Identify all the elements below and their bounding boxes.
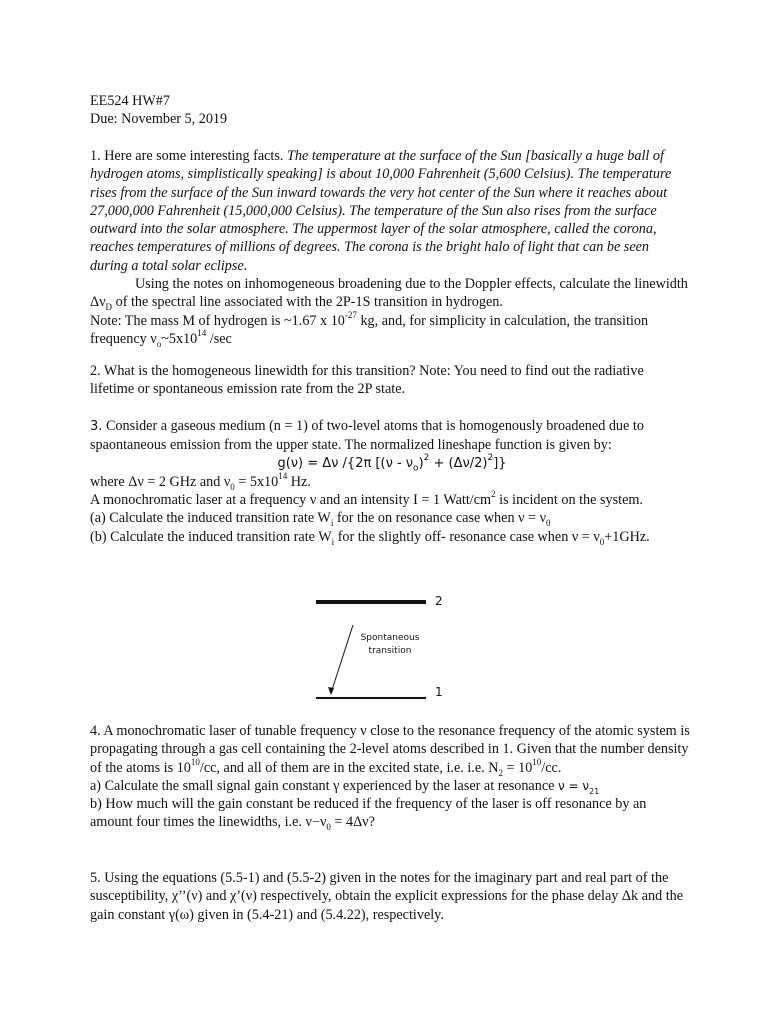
q3-part-b [90, 528, 690, 546]
arrow-head-icon [328, 687, 334, 695]
q4-part-a [90, 777, 690, 795]
q3-intro-text: Consider a gaseous medium (n = 1) of two-level atoms that is homogenously broadened due to spaontaneous emission from the upper state. The normalized lineshape function is given by: [90, 418, 644, 454]
q1-task-b: of the spectral line associated with the 2P-1S transition in hydrogen. [112, 294, 503, 311]
q3a-a: (a) Calculate the induced transition rate W [90, 510, 331, 527]
q3a-sub: i [330, 518, 334, 529]
formula-b: ) [418, 455, 424, 471]
q3-number: 3. [90, 419, 103, 434]
q4a-a: a) Calculate the small signal gain constant γ experienced by the laser at resonance [90, 777, 558, 794]
q3-intro [90, 417, 690, 455]
q1-task-a: Using the notes on inhomogeneous broadening due to the Doppler effects, calculate the linewidth Δν [90, 276, 688, 311]
where-b: = 5x10 [234, 473, 279, 490]
q3b-sub: i [331, 536, 335, 547]
laser-b: is incident on the system. [495, 492, 643, 509]
laser-a: A monochromatic laser at a frequency ν and an intensity I = 1 Watt/cm [90, 492, 492, 509]
q3a-b: for the on resonance case when ν = ν [333, 510, 547, 527]
q5-text: 5. Using the equations (5.5-1) and (5.5-2) given in the notes for the imaginary part and real part of the susceptibility, χ’’(ν) and χ’(ν) respectively, obtain the explicit expressions for the phase delay Δk and the gain constant γ(ω) given in (5.4-21) and (5.4.22), respectively. [90, 870, 684, 923]
course-title: EE524 HW#7 [90, 93, 170, 109]
q1-facts [90, 147, 690, 275]
formula-sup: 2 [423, 453, 430, 464]
q4-a: 4. A monochromatic laser of tunable frequency ν close to the resonance frequency of the atomic system is propagating through a gas cell containing the 2-level atoms described in 1. Given that the number density of the atoms is 10 [90, 723, 690, 776]
q4-sub: 2 [498, 767, 503, 778]
where-exp: 14 [278, 471, 288, 482]
energy-level-diagram [0, 590, 768, 710]
q3b-c: +1GHz. [604, 528, 650, 545]
due-date: Due: November 5, 2019 [90, 111, 228, 128]
question-4 [90, 722, 690, 832]
q1-task [90, 275, 690, 312]
where-sub: 0 [230, 481, 235, 492]
q1-note [90, 309, 690, 349]
q1-note-sub: o [156, 338, 162, 349]
caption-line-2: transition [368, 646, 412, 656]
q1-note-exp: -27 [344, 309, 357, 320]
q3b-b: for the slightly off- resonance case when ν = ν [334, 528, 600, 545]
q1-note-c: ~5x10 [161, 330, 198, 347]
header [90, 92, 690, 129]
lineshape-formula [90, 455, 690, 473]
q4a-sans: ν = ν [557, 778, 590, 793]
q4b-b: = 4Δν? [330, 814, 375, 831]
q1-note-a: Note: The mass M of hydrogen is ~1.67 x 10 [90, 312, 345, 329]
q4-d: /cc. [541, 759, 562, 776]
q4-b: /cc, and all of them are in the excited state, i.e. i.e. N [199, 759, 499, 776]
q3-part-a [90, 509, 690, 527]
q3-laser [90, 491, 690, 509]
q4-exp: 10 [190, 756, 200, 767]
q3b-a: (b) Calculate the induced transition rate W [90, 528, 332, 545]
question-5 [90, 869, 690, 924]
q1-note-d: /sec [206, 330, 232, 347]
q3b-sub2: 0 [599, 536, 605, 547]
upper-level-label: 2 [435, 594, 443, 608]
q4b-sub: 0 [326, 822, 331, 833]
q4-exp2: 10 [532, 756, 542, 767]
q3-where [90, 473, 690, 491]
formula-d: ]} [493, 455, 507, 471]
lower-level-label: 1 [435, 685, 443, 699]
transition-caption [350, 632, 430, 658]
formula-a: g(ν) = Δν /{2π [(ν - ν [277, 455, 414, 471]
q4b-a: b) How much will the gain constant be reduced if the frequency of the laser is off resonance by an amount four times the linewidths, i.e. ν−ν [90, 796, 647, 831]
q1-note-exp2: 14 [197, 328, 207, 339]
q1-note-b: kg, and, for simplicity in calculation, the transition frequency ν [90, 312, 649, 347]
where-a: where Δν = 2 GHz and ν [90, 473, 231, 490]
q3a-sub2: 0 [546, 518, 551, 529]
laser-exp: 2 [491, 489, 496, 500]
formula-sub: o [413, 463, 419, 474]
where-c: Hz. [287, 473, 311, 490]
caption-line-1: Spontaneous [360, 633, 420, 643]
question-2 [90, 362, 690, 399]
question-3 [90, 417, 690, 546]
q1-task-sub: D [105, 302, 113, 313]
formula-sup2: 2 [487, 453, 494, 464]
question-1 [90, 147, 690, 348]
q1-italic-text: The temperature at the surface of the Sun [basically a huge ball of hydrogen atoms, simplistically speaking] is about 10,000 Fahrenheit (5,600 Celsius). The temperature rises from the surface of the Sun inward towards the very hot center of the Sun where it reaches about 27,000,000 Fahrenheit (15,000,000 Celsius). The temperature of the Sun also rises from the surface outward into the solar atmosphere. The uppermost layer of the solar atmosphere, called the corona, reaches temperatures of millions of degrees. The corona is the bright halo of light that can be seen during a total solar eclipse. [90, 148, 672, 274]
q4-part-b [90, 795, 690, 832]
q4-intro [90, 722, 690, 777]
q2-text: 2. What is the homogeneous linewidth for this transition? Note: You need to find out the radiative lifetime or spontaneous emission rate from the 2P state. [90, 363, 644, 398]
formula-c: + (Δν/2) [429, 455, 488, 471]
q1-lead: 1. Here are some interesting facts. [90, 148, 287, 164]
q4a-sub: 21 [589, 786, 600, 796]
q4-c: = 10 [503, 759, 533, 776]
